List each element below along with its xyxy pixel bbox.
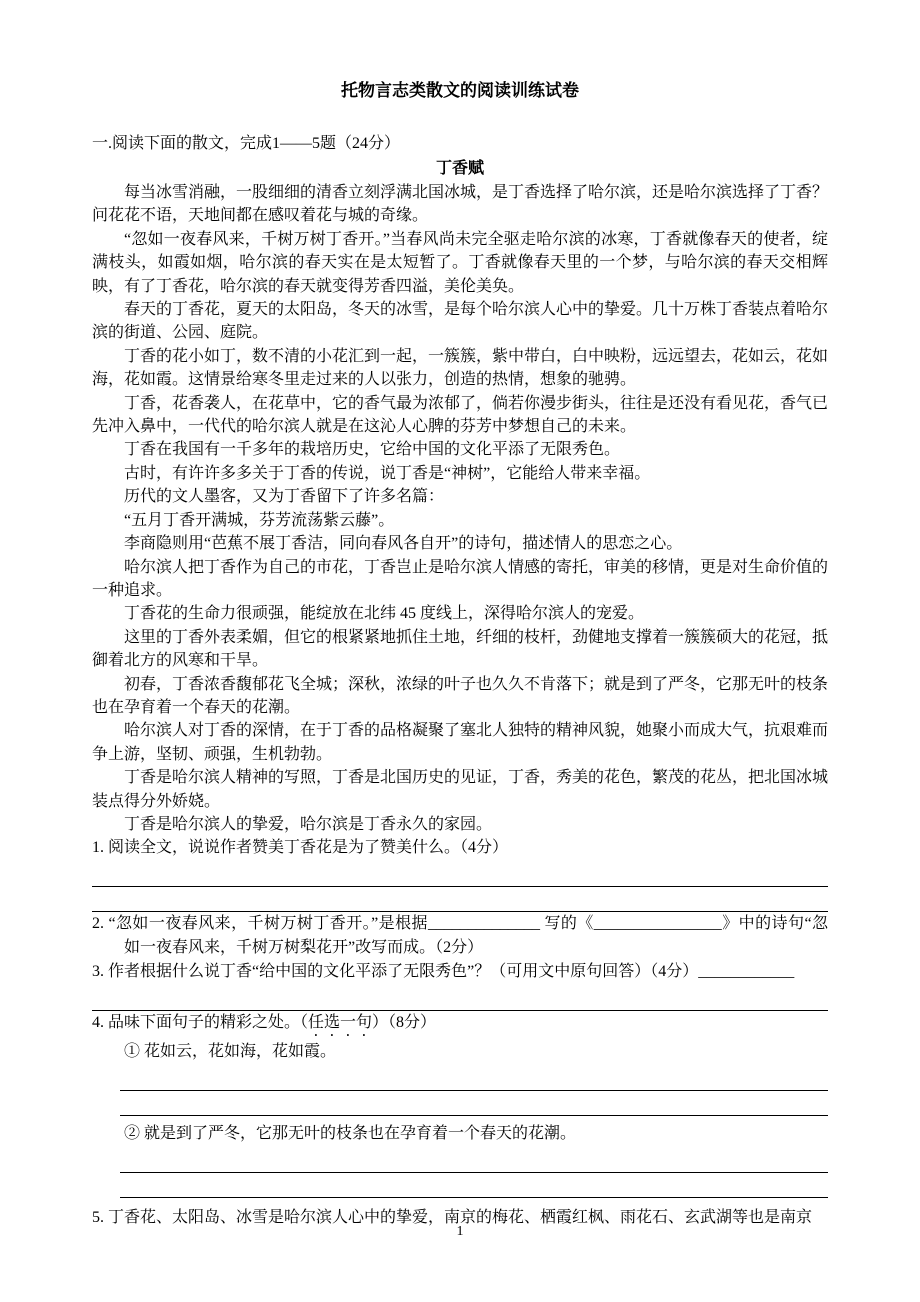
essay-paragraph-9: “五月丁香开满城，芬芳流荡紫云藤”。 bbox=[124, 511, 395, 529]
essay-paragraph-3: 春天的丁香花，夏天的太阳岛，冬天的冰雪，是每个哈尔滨人心中的挚爱。几十万株丁香装点着哈尔滨的街道、公园、庭院。 bbox=[92, 301, 829, 342]
answer-line bbox=[92, 986, 828, 1011]
essay-paragraph-2: “忽如一夜春风来，千树万树丁香开。”当春风尚未完全驱走哈尔滨的冰寒，丁香就像春天的使者，绽满枝头，如霞如烟，哈尔滨的春天实在是太短暂了。丁香就像春天里的一个梦，与哈尔滨的春天交相辉映，有了丁香花，哈尔滨的春天就变得芳香四溢，美伦美奂。 bbox=[92, 230, 828, 295]
essay-paragraph-1: 每当冰雪消融，一股细细的清香立刻浮满北国冰城，是丁香选择了哈尔滨，还是哈尔滨选择了丁香？问花花不语，天地间都在感叹着花与城的奇缘。 bbox=[92, 184, 829, 225]
question-4-emphasized-text: 任选一句 bbox=[308, 1014, 373, 1032]
answer-line bbox=[120, 1173, 828, 1198]
question-4-text: 4. 品味下面句子的精彩之处。（ bbox=[92, 1014, 309, 1032]
essay-paragraph-15: 哈尔滨人对丁香的深情，在于丁香的品格凝聚了塞北人独特的精神风貌，她聚小而成大气，抗艰难而争上游，坚韧、顽强，生机勃勃。 bbox=[92, 722, 829, 763]
essay-paragraph-5: 丁香，花香袭人，在花草中，它的香气最为浓郁了，倘若你漫步街头，往往是还没有看见花，香气已先冲入鼻中，一代代的哈尔滨人就是在这沁人心脾的芬芳中梦想自己的未来。 bbox=[92, 394, 829, 436]
essay-title: 丁香赋 bbox=[435, 160, 484, 177]
essay-paragraph-4: 丁香的花小如丁，数不清的小花汇到一起，一簇簇，紫中带白，白中映粉，远远望去，花如云，花如海，花如霞。这情景给寒冬里走过来的人以张力，创造的热情，想象的驰骋。 bbox=[92, 347, 829, 389]
question-4-text: ）（8分） bbox=[372, 1014, 437, 1032]
essay-paragraph-17: 丁香是哈尔滨人的挚爱，哈尔滨是丁香永久的家园。 bbox=[124, 815, 493, 833]
question-4 bbox=[92, 1011, 828, 1040]
essay-paragraph-6: 丁香在我国有一千多年的栽培历史，它给中国的文化平添了无限秀色。 bbox=[124, 441, 621, 459]
question-4-item-1: ① 花如云，花如海，花如霞。 bbox=[124, 1043, 337, 1061]
essay-paragraph-8: 历代的文人墨客，又为丁香留下了许多名篇： bbox=[124, 488, 445, 506]
answer-line bbox=[92, 862, 828, 887]
question-4-item-2: ② 就是到了严冬，它那无叶的枝条也在孕育着一个春天的花潮。 bbox=[124, 1125, 577, 1143]
answer-line bbox=[92, 887, 828, 912]
essay-paragraph-10: 李商隐则用“芭蕉不展丁香洁，同向春风各自开”的诗句，描述情人的思恋之心。 bbox=[124, 535, 683, 553]
question-1-block bbox=[92, 836, 828, 912]
answer-line bbox=[120, 1066, 828, 1091]
essay-paragraph-12: 丁香花的生命力很顽强，能绽放在北纬 45 度线上，深得哈尔滨人的宠爱。 bbox=[124, 605, 645, 623]
page-number: 1 bbox=[456, 1224, 464, 1239]
document-title: 托物言志类散文的阅读训练试卷 bbox=[341, 81, 579, 100]
essay-paragraph-7: 古时，有许许多多关于丁香的传说，说丁香是“神树”，它能给人带来幸福。 bbox=[124, 464, 651, 482]
section-intro: 一.阅读下面的散文，完成1——5题（24分） bbox=[92, 135, 401, 152]
answer-line bbox=[120, 1148, 828, 1173]
essay-paragraph-14: 初春，丁香浓香馥郁花飞全城；深秋，浓绿的叶子也久久不肯落下；就是到了严冬，它那无叶的枝条也在孕育着一个春天的花潮。 bbox=[92, 675, 829, 716]
question-5: 5. 丁香花、太阳岛、冰雪是哈尔滨人心中的挚爱，南京的梅花、栖霞红枫、雨花石、玄武湖等也是南京 bbox=[92, 1209, 813, 1227]
answer-line bbox=[120, 1091, 828, 1116]
question-3: 3. 作者根据什么说丁香“给中国的文化平添了无限秀色”？（可用文中原句回答）（4分）____________ bbox=[92, 963, 795, 981]
question-3-block bbox=[92, 960, 828, 1011]
essay-paragraph-11: 哈尔滨人把丁香作为自己的市花，丁香岂止是哈尔滨人情感的寄托，审美的移情，更是对生命价值的一种追求。 bbox=[92, 558, 829, 599]
question-1: 1. 阅读全文，说说作者赞美丁香花是为了赞美什么。（4分） bbox=[92, 839, 509, 857]
essay-paragraph-16: 丁香是哈尔滨人精神的写照，丁香是北国历史的见证，丁香，秀美的花色，繁茂的花丛，把北国冰城装点得分外娇娆。 bbox=[92, 769, 829, 810]
essay-paragraph-13: 这里的丁香外表柔媚，但它的根紧紧地抓住土地，纤细的枝杆，劲健地支撑着一簇簇硕大的花冠，抵御着北方的风寒和干旱。 bbox=[92, 628, 829, 670]
question-4-block bbox=[92, 1011, 828, 1198]
question-2-block bbox=[92, 912, 828, 960]
question-2: 2. “忽如一夜春风来，千树万树丁香开。”是根据______________ 写的《________________》中的诗句“忽如一夜春风来，千树万树梨花开”改写而成。（2分） bbox=[92, 915, 828, 957]
